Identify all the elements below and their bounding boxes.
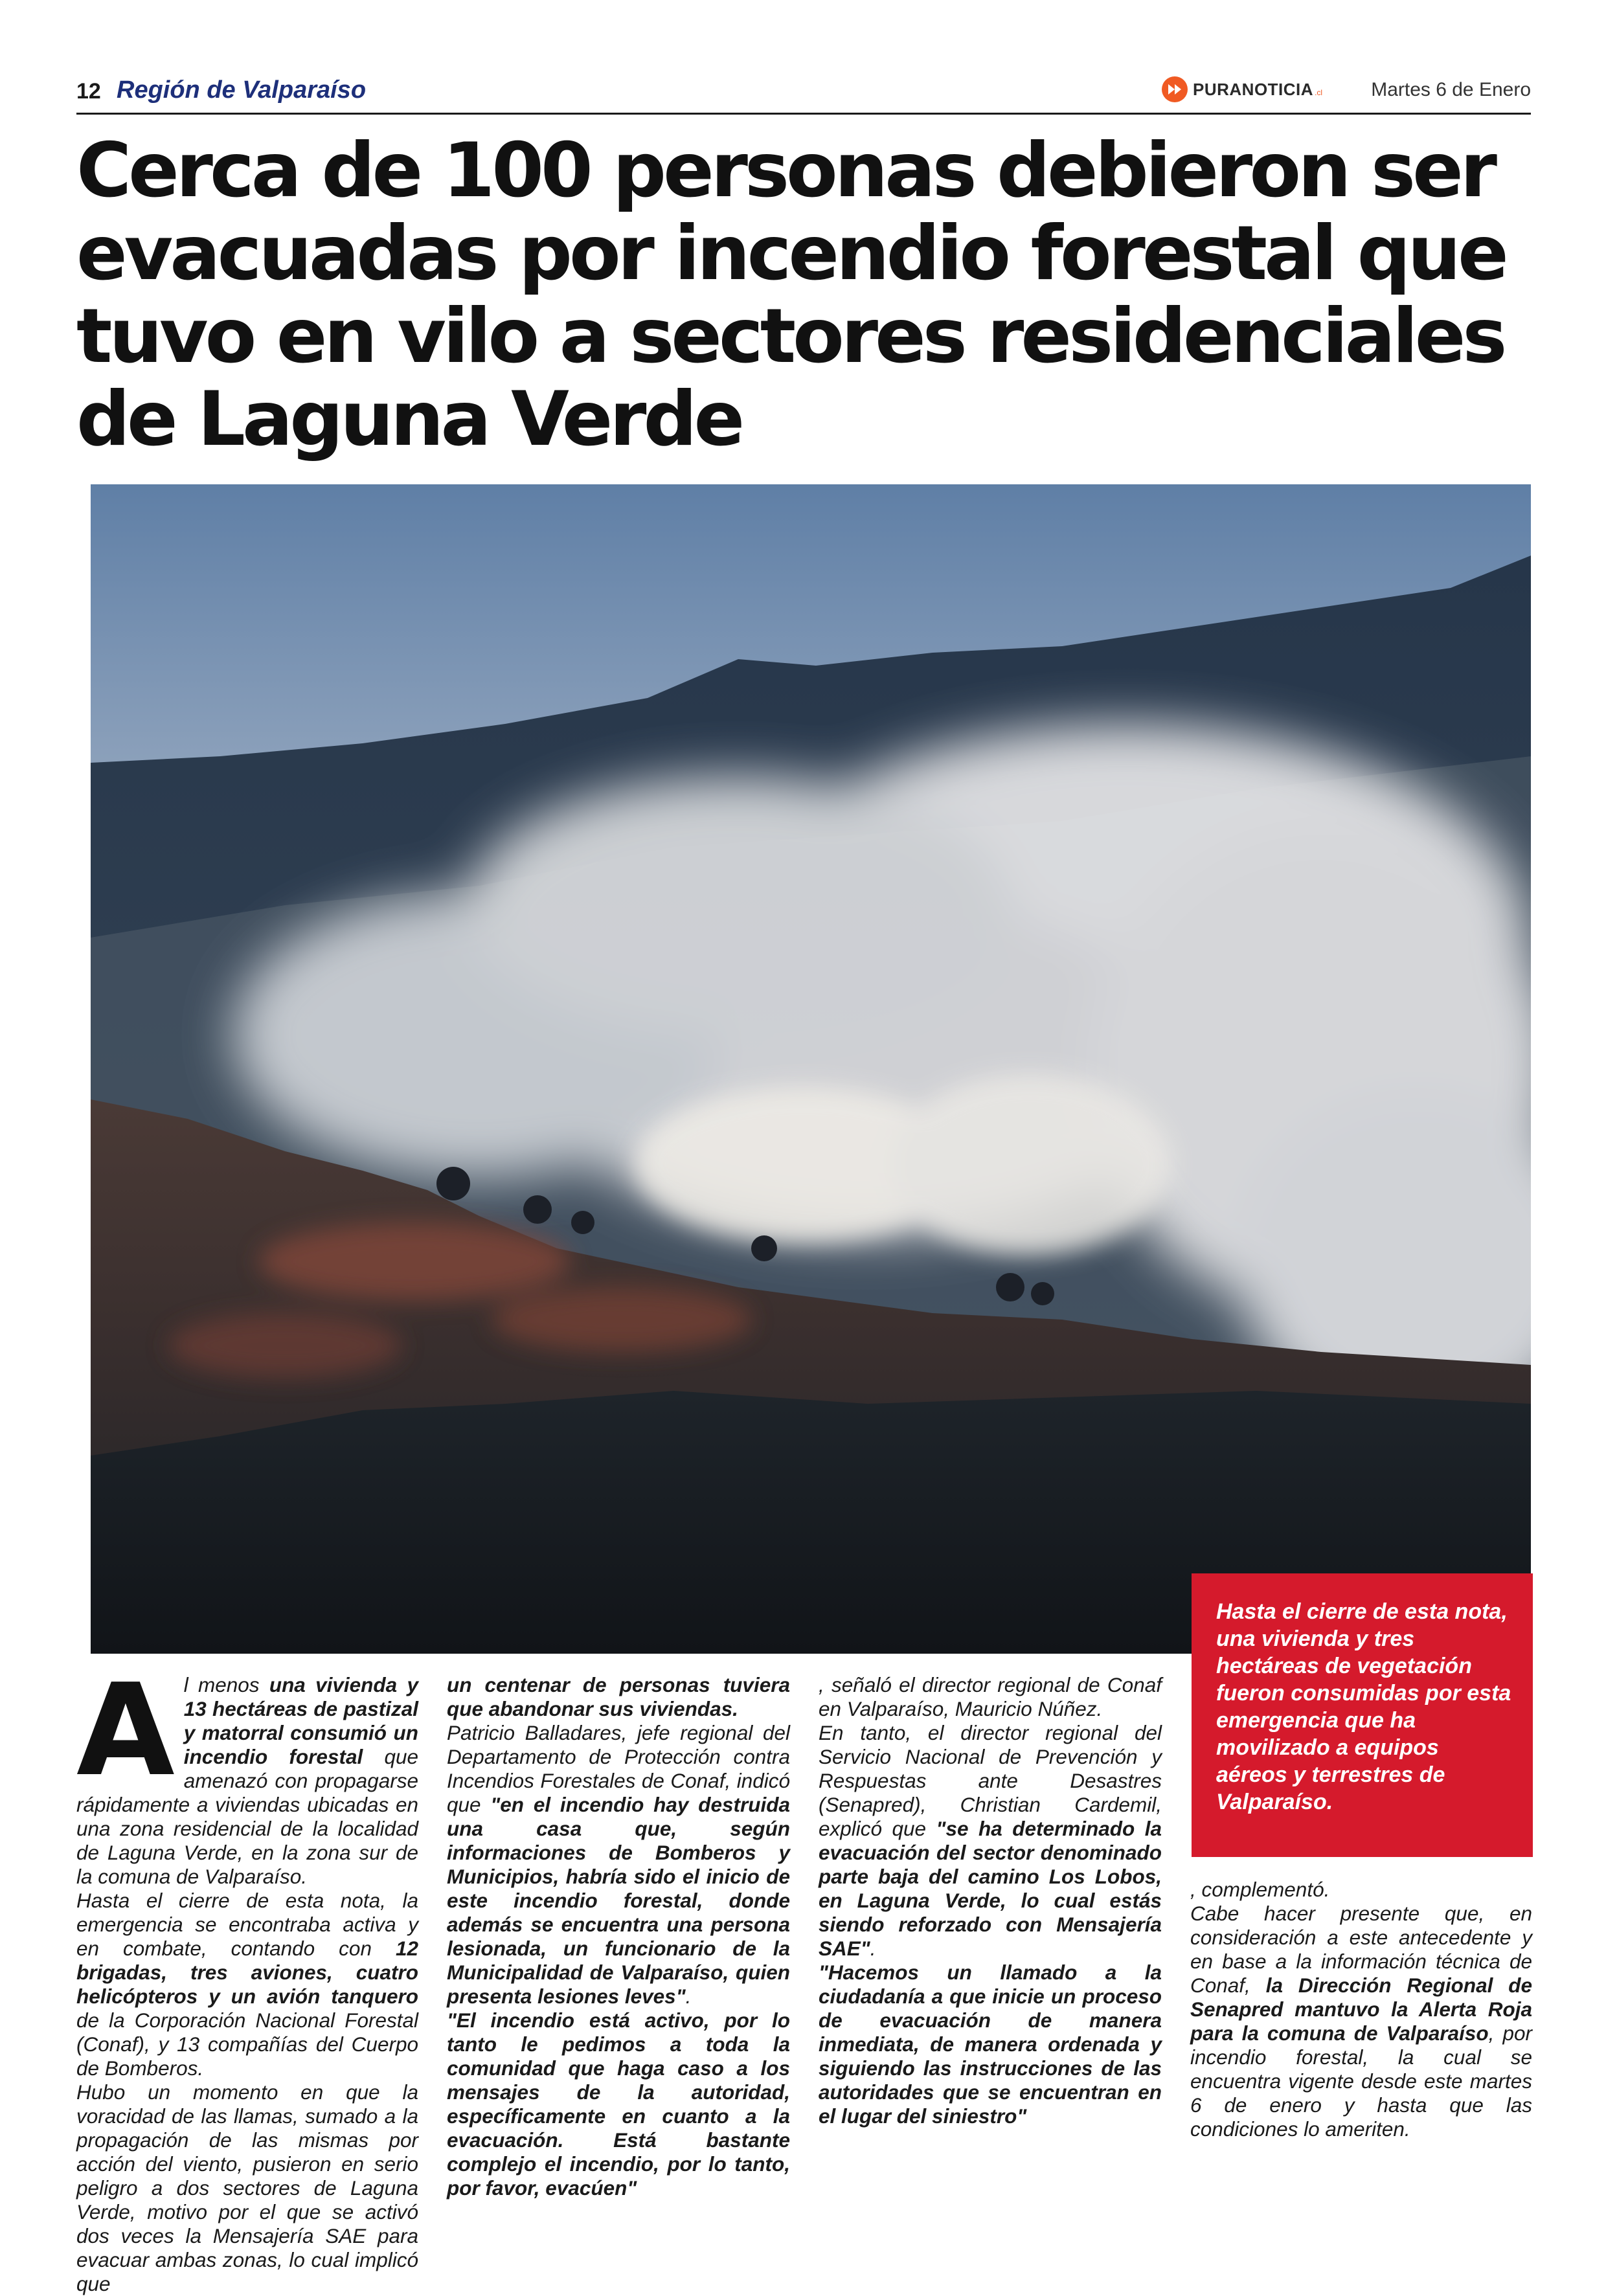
paragraph bbox=[447, 1673, 790, 1721]
text-run: Hasta el cierre de esta nota, la emergencia se encontraba activa y en combate, contando con bbox=[76, 1889, 418, 1960]
paragraph bbox=[447, 1721, 790, 2009]
page-header bbox=[76, 73, 1531, 115]
callout-box bbox=[1192, 1573, 1533, 1857]
text-run: En tanto, el director regional del Servicio Nacional de Prevención y Respuestas ante Desastres (Senapred), Christian Cardemil, explicó que bbox=[819, 1721, 1162, 1840]
paragraph bbox=[819, 1721, 1162, 1961]
paragraph bbox=[819, 1673, 1162, 1721]
issue-date: Martes 6 de Enero bbox=[1371, 79, 1531, 100]
article-column-4 bbox=[1190, 1878, 1532, 2141]
headline: Cerca de 100 personas debieron ser evacuadas por incendio forestal que tuvo en vilo a sectores residenciales de Laguna Verde bbox=[76, 127, 1506, 463]
text-run-bold: "se ha determinado la evacuación del sector denominado parte baja del camino Los Lobos, en Laguna Verde, lo cual estás siendo reforzado con Mensajería SAE" bbox=[819, 1817, 1162, 1960]
text-run-bold: una vivienda y 13 hectáreas de pastizal y matorral consumió un incendio forestal bbox=[183, 1673, 418, 1768]
text-run: de la Corporación Nacional Forestal (Conaf), y 13 compañías del Cuerpo de Bomberos. bbox=[76, 2009, 418, 2080]
paragraph bbox=[1190, 1878, 1532, 1902]
paragraph bbox=[447, 2009, 790, 2200]
text-run: Patricio Balladares, jefe regional del Departamento de Protección contra Incendios Forestales de Conaf, indicó que bbox=[447, 1721, 790, 1816]
text-run: l menos bbox=[183, 1673, 269, 1696]
text-run: , señaló el director regional de Conaf en Valparaíso, Mauricio Núñez. bbox=[819, 1673, 1162, 1720]
article-column-3 bbox=[819, 1673, 1162, 2128]
paragraph bbox=[1190, 1902, 1532, 2141]
text-run: Cabe hacer presente que, en consideración a este antecedente y en base a la información técnica de Conaf, bbox=[1190, 1902, 1532, 1997]
wildfire-photo bbox=[91, 484, 1531, 1654]
text-run: , por incendio forestal, la cual se encuentra vigente desde este martes 6 de enero y hasta que las condiciones lo ameriten. bbox=[1190, 2021, 1532, 2141]
text-run: que amenazó con propagarse rápidamente a viviendas ubicadas en una zona residencial de la localidad de Laguna Verde, en la zona sur de la comuna de Valparaíso. bbox=[76, 1745, 418, 1888]
paragraph bbox=[76, 1657, 418, 1889]
page-number: 12 bbox=[76, 79, 101, 104]
text-run-bold: "en el incendio hay destruida una casa que, según informaciones de Bomberos y Municipios, habría sido el inicio de este incendio forestal, donde además se encuentra una persona lesionada, un funcionario de la Municipalidad de Valparaíso, quien presenta lesiones leves" bbox=[447, 1793, 790, 2008]
section-title: Región de Valparaíso bbox=[117, 76, 367, 104]
paragraph bbox=[76, 1889, 418, 2080]
paragraph bbox=[819, 1961, 1162, 2128]
brand-tld: .cl bbox=[1315, 88, 1323, 97]
brand-arrows-icon bbox=[1162, 76, 1188, 102]
text-run-bold: la Dirección Regional de Senapred mantuvo la Alerta Roja para la comuna de Valparaíso bbox=[1190, 1974, 1533, 2045]
drop-cap: A bbox=[76, 1657, 175, 1805]
text-run: , complementó. bbox=[1190, 1878, 1330, 1901]
article-column-2 bbox=[447, 1673, 790, 2200]
brand-name: PURANOTICIA bbox=[1193, 79, 1314, 99]
text-run: . bbox=[685, 1985, 692, 2008]
text-run-bold: un centenar de personas tuviera que abandonar sus viviendas. bbox=[447, 1673, 790, 1720]
callout-text: Hasta el cierre de esta nota, una vivienda y tres hectáreas de vegetación fueron consumidas por esta emergencia que ha movilizado a equipos aéreos y terrestres de Valparaíso. bbox=[1216, 1599, 1511, 1814]
text-run-bold: 12 brigadas, tres aviones, cuatro helicópteros y un avión tanquero bbox=[76, 1937, 418, 2008]
article-column-1 bbox=[76, 1657, 418, 2296]
text-run: Hubo un momento en que la voracidad de las llamas, sumado a la propagación de las mismas por acción del viento, pusieron en serio peligro a dos sectores de Laguna Verde, motivo por el que se activó dos veces la Mensajería SAE para evacuar ambas zonas, lo cual implicó que bbox=[76, 2080, 418, 2295]
paragraph bbox=[76, 2080, 418, 2296]
text-run-bold: "El incendio está activo, por lo tanto le pedimos a toda la comunidad que haga caso a los mensajes de la autoridad, específicamente en cuanto a la evacuación. Está bastante complejo el incendio, por lo tanto, por favor, evacúen" bbox=[447, 2009, 790, 2200]
text-run-bold: "Hacemos un llamado a la ciudadanía a que inicie un proceso de evacuación de manera inmediata, de manera ordenada y siguiendo las instrucciones de las autoridades que se encuentran en el lugar del siniestro" bbox=[819, 1961, 1162, 2128]
brand-logo bbox=[1162, 76, 1322, 102]
text-run: . bbox=[870, 1937, 876, 1960]
